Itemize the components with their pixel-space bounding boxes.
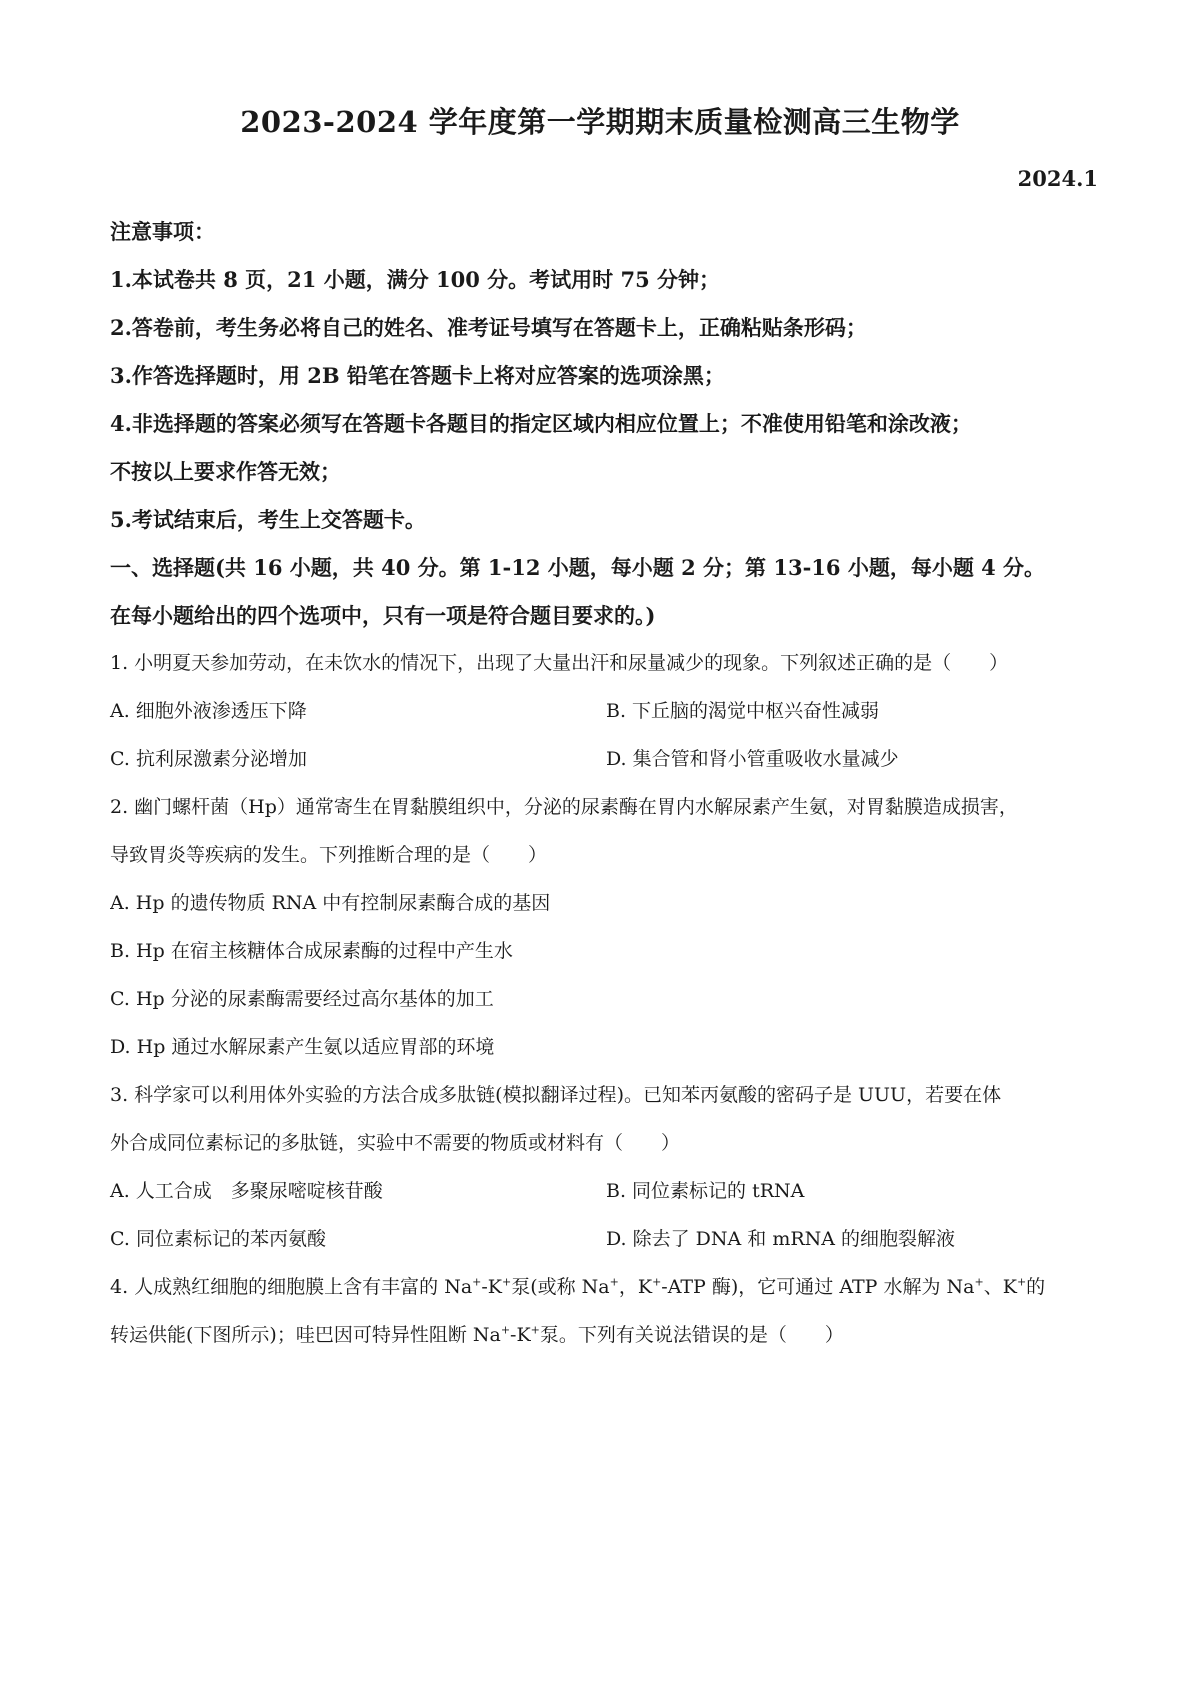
q4-text-3: 泵(或称 Na	[511, 1276, 610, 1298]
q3-stem-line-2: 外合成同位素标记的多肽链，实验中不需要的物质或材料有（ ）	[110, 1132, 681, 1154]
q4-text-5: -ATP 酶)，它可通过 ATP 水解为 Na	[661, 1276, 975, 1298]
q4-text-6: 、K	[983, 1276, 1017, 1298]
q4-text-2: -K	[481, 1276, 503, 1298]
q3-option-a: A. 人工合成 多聚尿嘧啶核苷酸	[110, 1180, 383, 1202]
q1-option-c: C. 抗利尿激素分泌增加	[110, 748, 307, 770]
q3-option-c: C. 同位素标记的苯丙氨酸	[110, 1228, 326, 1250]
notice-item-1: 1.本试卷共 8 页，21 小题，满分 100 分。考试用时 75 分钟；	[110, 267, 720, 292]
superscript-plus: +	[472, 1275, 482, 1289]
superscript-plus: +	[974, 1275, 984, 1289]
q1-option-b: B. 下丘脑的渴觉中枢兴奋性减弱	[606, 700, 880, 722]
q3-option-b: B. 同位素标记的 tRNA	[606, 1180, 805, 1202]
exam-date: 2024.1	[1017, 166, 1098, 191]
q4-text-7: 的	[1026, 1276, 1046, 1298]
q1-option-a: A. 细胞外液渗透压下降	[110, 700, 307, 722]
q4-text-4: ，K	[618, 1276, 653, 1298]
superscript-plus: +	[502, 1275, 512, 1289]
q1-stem: 1. 小明夏天参加劳动，在未饮水的情况下，出现了大量出汗和尿量减少的现象。下列叙述正确的是（ ）	[110, 652, 1009, 674]
section-heading-line-2: 在每小题给出的四个选项中，只有一项是符合题目要求的。)	[110, 603, 656, 628]
notice-item-2: 2.答卷前，考生务必将自己的姓名、准考证号填写在答题卡上，正确粘贴条形码；	[110, 315, 867, 340]
notice-item-5: 5.考试结束后，考生上交答题卡。	[110, 507, 426, 532]
superscript-plus: +	[1016, 1275, 1027, 1289]
q2-option-d: D. Hp 通过水解尿素产生氨以适应胃部的环境	[110, 1036, 495, 1058]
section-heading-line-1: 一、选择题(共 16 小题，共 40 分。第 1-12 小题，每小题 2 分；第 13-16 小题，每小题 4 分。	[110, 555, 1046, 580]
notice-item-4-cont: 不按以上要求作答无效；	[110, 459, 341, 484]
notice-heading: 注意事项：	[110, 219, 215, 244]
q2-option-a: A. Hp 的遗传物质 RNA 中有控制尿素酶合成的基因	[110, 892, 551, 914]
q4-text-10: 泵。下列有关说法错误的是（ ）	[539, 1324, 844, 1346]
q4-stem-line-1	[110, 1272, 1100, 1299]
superscript-plus: +	[500, 1323, 511, 1337]
page-title: 2023-2024 学年度第一学期期末质量检测高三生物学	[240, 105, 960, 139]
q4-text-8: 转运供能(下图所示)；哇巴因可特异性阻断 Na	[110, 1324, 501, 1346]
q2-option-b: B. Hp 在宿主核糖体合成尿素酶的过程中产生水	[110, 940, 513, 962]
superscript-plus: +	[530, 1323, 540, 1337]
q1-option-d: D. 集合管和肾小管重吸收水量减少	[606, 748, 899, 770]
q2-option-c: C. Hp 分泌的尿素酶需要经过高尔基体的加工	[110, 988, 494, 1010]
superscript-plus: +	[609, 1275, 619, 1289]
notice-item-3: 3.作答选择题时，用 2B 铅笔在答题卡上将对应答案的选项涂黑；	[110, 363, 725, 388]
q4-stem-line-2	[110, 1320, 1100, 1347]
q2-stem-line-1: 2. 幽门螺杆菌（Hp）通常寄生在胃黏膜组织中，分泌的尿素酶在胃内水解尿素产生氨，对胃黏膜造成损害，	[110, 796, 1018, 818]
q3-option-d: D. 除去了 DNA 和 mRNA 的细胞裂解液	[606, 1228, 956, 1250]
superscript-plus: +	[652, 1275, 662, 1289]
q4-text-1: 4. 人成熟红细胞的细胞膜上含有丰富的 Na	[110, 1276, 473, 1298]
q4-text-9: -K	[510, 1324, 531, 1346]
q2-stem-line-2: 导致胃炎等疾病的发生。下列推断合理的是（ ）	[110, 844, 548, 866]
notice-item-4: 4.非选择题的答案必须写在答题卡各题目的指定区域内相应位置上；不准使用铅笔和涂改液；	[110, 411, 972, 436]
q3-stem-line-1: 3. 科学家可以利用体外实验的方法合成多肽链(模拟翻译过程)。已知苯丙氨酸的密码子是 UUU，若要在体	[110, 1084, 1002, 1106]
